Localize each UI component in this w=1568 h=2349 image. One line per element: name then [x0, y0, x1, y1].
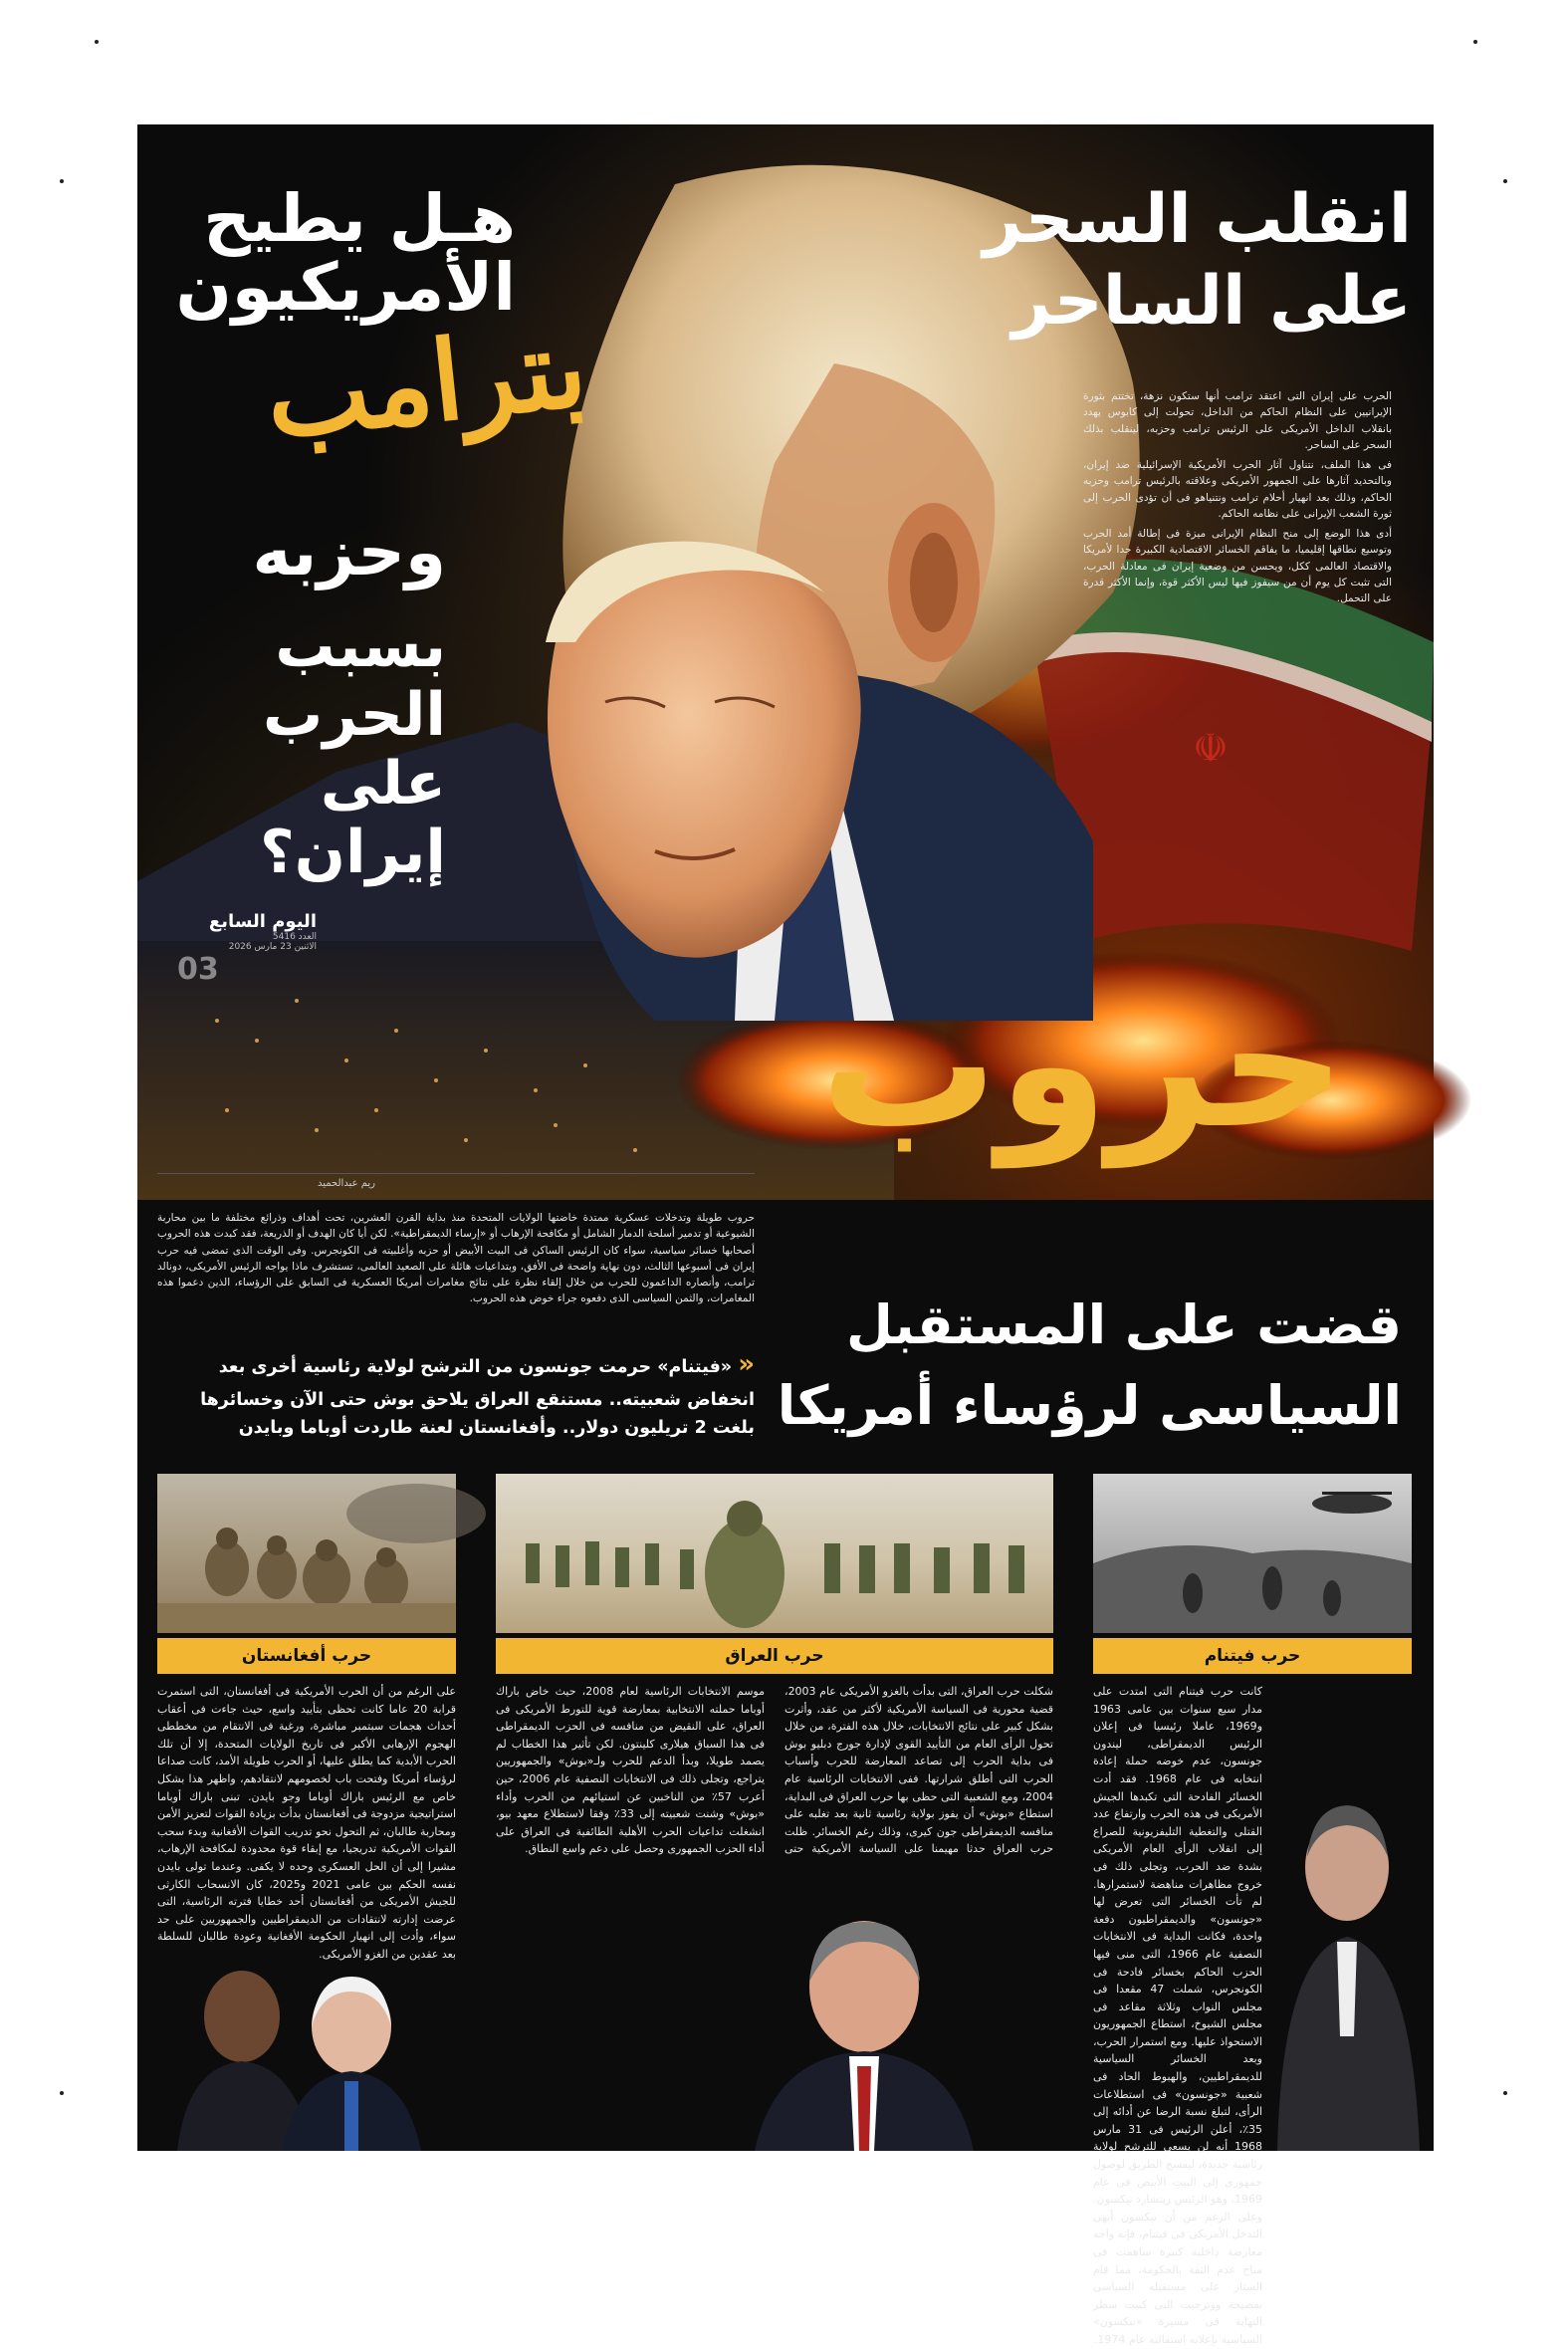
pull-quote-text: «فيتنام» حرمت جونسون من الترشح لولاية رئاسية أخرى بعد انخفاض شعبيته.. مستنقع العراق يلاحق بوش حتى الآن وخسائرها بلغت 2 تريليون دولار.. وأفغانستان لعنة طاردت أوباما وبايدن	[200, 1357, 755, 1438]
registration-mark	[1473, 40, 1477, 44]
registration-mark	[60, 2091, 64, 2095]
iraq-photo	[496, 1474, 1053, 1633]
left-headline-line1: هـل يطيح	[203, 180, 516, 257]
masthead-date: الاثنين 23 مارس 2026	[228, 942, 317, 952]
registration-mark	[60, 179, 64, 183]
trump-calligraphy: بترامب	[260, 302, 592, 464]
helicopter-scene-illustration	[1093, 1474, 1412, 1633]
main-subtitle-line2: السياسى لرؤساء أمريكا	[777, 1374, 1402, 1437]
iraq-text: شكلت حرب العراق، التى بدأت بالغزو الأمريكى عام 2003، قضية محورية فى السياسة الأمريكية لأكثر من عقد، وأثرت بشكل كبير على نتائج الانتخابات، خلال هذه الفترة، من خلال تحول الرأى العام من التأييد القوى لإدارة جورج دبليو بوش فى بداية الحرب إلى تصاعد المعارضة للحرب وأسباب الحرب التى أطلق شرارتها. ففى الانتخابات الرئاسية عام 2004، ومع الشعبية التى حظى بها حرب العراق فى البداية، استطاع «بوش» أن يفوز بولاية رئاسية ثانية بعد تغلبه على منافسه الديمقراطى جون كيرى، وذلك رغم الخسائر. ظلت حرب العراق حدثا مهيمنا على السياسة الأمريكية حتى موسم الانتخابات الرئاسية لعام 2008، حيث خاض باراك أوباما حملته الانتخابية بمعارضة قوية للتورط الأمريكى فى العراق، على النقيض من منافسه فى الحزب الديمقراطى فى هذا السباق هيلارى كلينتون. لكن تأثير هذا الخطاب لم يصمد طويلا، وبدأ الدعم للحرب ولـ«بوش» والجمهوريين يتراجع، وتجلى ذلك فى الانتخابات النصفية عام 2006، حين أعرب 57٪ من الناخبين عن استيائهم من الحرب وأداء «بوش» وشنت شعبيته إلى 33٪ وفقا لاستطلاع معهد بيو، انشغلت تداعيات الحرب الأهلية الطائفية فى العراق على أداء الحزب الجمهورى وحصل على دعم واسع النطاق.	[496, 1685, 1053, 1856]
soldiers-illustration	[157, 1474, 456, 1633]
left-headline-line3: وحزبه	[252, 514, 446, 590]
hero-image-area	[137, 124, 1434, 1200]
intro-paragraph: فى هذا الملف، نتناول آثار الحرب الأمريكية الإسرائيلية ضد إيران، وبالتحديد آثارها على الجمهور الأمريكى وعلاقته بالرئيس ترامب وحزبه الحاكم، وذلك بعد انهيار أحلام ترامب ونتنياهو فى أن تؤدى الحرب إلى ثورة الشعب الإيرانى على نظامه الحاكم.	[1083, 459, 1392, 520]
divider	[157, 1173, 755, 1174]
svg-text:☫: ☫	[1193, 726, 1229, 772]
left-headline-line2: الأمريكيون	[175, 249, 516, 327]
soldiers-column-illustration	[496, 1474, 1053, 1633]
left-headline	[157, 180, 516, 327]
page-number: 03	[177, 952, 219, 987]
masthead-issue: العدد 5416	[272, 932, 317, 942]
registration-mark	[1503, 2091, 1507, 2095]
afghanistan-text: على الرغم من أن الحرب الأمريكية فى أفغانستان، التى استمرت قرابة 20 عاما كانت تحظى بتأييد واسع، حيث جاءت فى أعقاب أحداث هجمات سبتمبر مباشرة، ورغبة فى الانتقام من مخططى الهجوم الإرهابى الأكبر فى تاريخ الولايات المتحدة، إلا أن تلك الحرب الأبدية كما يطلق عليها، أو الحرب طويلة الأمد، كانت صداعا لرؤساء أمريكا وفتحت باب لخصومهم لانتقادهم، واظهر هذا بشكل خاص مع الرئيس باراك أوباما وجو بايدن. تبنى باراك أوباما استراتيجية مزدوجة فى أفغانستان بدأت بزيادة القوات لتعزيز الأمن ومحاربة طالبان، ثم التحول نحو تدريب القوات الأفغانية وبدء سحب القوات الأمريكية تدريجيا، مع إبقاء قوة محدودة لمكافحة الإرهاب، مشيرا إلى أن الحل العسكرى وحده لا يكفى. وعندما تولى بايدن نفسه الحكم بين عامى 2021 و2025، كان الانسحاب الكارثى للجيش الأمريكى من أفغانستان أحد خطايا فترته الرئاسية، التى عرضت إدارته لانتقادات من الديمقراطيين والجمهوريين على حد سواء، وأدت إلى انهيار الحكومة الأفغانية وعودة طالبان للسلطة بعد عقدين من الغزو الأمريكى.	[157, 1685, 456, 1961]
author-name: ريم عبدالحميد	[317, 1178, 375, 1189]
lead-paragraph: حروب طويلة وتدخلات عسكرية ممتدة خاضتها الولايات المتحدة منذ بداية القرن العشرين، تحت أهداف وذرائع مختلفة ما بين محاربة الشيوعية أو تدمير أسلحة الدمار الشامل أو مكافحة الإرهاب أو «إرساء الديمقراطية». لكن أيا كان الهدف أو الذريعة، فقد كبدت هذه الحروب أصحابها خسائر سياسية، سواء كان الرئيس الساكن فى البيت الأبيض أو حزبه وأغلبيته فى الكونجرس. وفى الوقت الذى تمضى فيه حرب إيران فى أسبوعها الثالث، دون نهاية واضحة فى الأفق، وبتداعيات هائلة على الصعيد العالمى، تستشرف ماذا يواجه الرئيس الأمريكى، دونالد ترامب، وأنصاره الداعمون للحرب من خلال إلقاء نظرة على نتائج مغامرات أمريكا العسكرية فى السابق على الرؤساء، الذين دعموا هذه المغامرات، والثمن السياسى الذى دفعوه جراء خوض هذه الحروب.	[157, 1212, 755, 1305]
newspaper-page	[137, 124, 1434, 2346]
main-subtitle-line1: قضت على المستقبل	[846, 1293, 1402, 1356]
johnson-portrait	[1272, 1777, 1422, 2151]
afghanistan-photo	[157, 1474, 456, 1633]
masthead-logo: اليوم السابع	[208, 911, 317, 932]
left-headline-line5: على إيران؟	[259, 749, 446, 887]
left-headline-bottom	[157, 612, 446, 887]
caption-iraq: حرب العراق	[496, 1638, 1053, 1674]
bush-portrait	[735, 1907, 994, 2151]
vietnam-photo	[1093, 1474, 1412, 1633]
intro-paragraph: أدى هذا الوضع إلى منح النظام الإيرانى ميزة فى إطالة أمد الحرب وتوسيع نطاقها إقليميا، ما يفاقم الخسائر الاقتصادية الكبيرة جدا لأمريكا والاقتصاد العالمى ككل، ويحسن من وضعية إيران فى معادلة الحرب، التى تثبت كل يوم أن من سيفوز فيها ليس الأكثر قوة، وإنما الأكثر قدرة على التحمل.	[1083, 528, 1392, 605]
registration-mark	[1503, 179, 1507, 183]
vietnam-text: كانت حرب فيتنام التى امتدت على مدار سبع سنوات بين عامى 1963 و1969، عاملا رئيسيا فى إعلان الرئيس الديمقراطى، ليندون جونسون، عدم خوضه حملة إعادة انتخابه فى عام 1968. فقد أدت الخسائر الفادحة التى تكبدها الجيش الأمريكى فى هذه الحرب وارتفاع عدد القتلى والتغطية التليفزيونية للصراع إلى انقلاب الرأى العام الأمريكى بشدة ضد الحرب، وتجلى ذلك فى خروج مظاهرات مناهضة لاستمرارها. لم تأت الخسائر التى تعرض لها «جونسون» والديمقراطيون دفعة واحدة، فكانت البداية فى الانتخابات النصفية عام 1966، التى منى فيها الحزب الحاكم بخسائر فادحة فى الكونجرس، شملت 47 مقعدا فى مجلس النواب وثلاثة مقاعد فى مجلس الشيوخ، استطاع الجمهوريون الاستحواذ عليها. ومع استمرار الحرب، وبعد الخسائر السياسية للديمقراطيين، والهبوط الحاد فى شعبية «جونسون» فى استطلاعات الرأى، لتبلغ نسبة الرضا عن أدائه إلى 35٪، أعلن الرئيس فى 31 مارس 1968 أنه لن يسعى للترشح لولاية رئاسية جديدة، ليفسح الطريق لوصول جمهورى إلى البيت الأبيض فى عام 1969، وهو الرئيس ريتشارد نيكسون. وعلى الرغم من أن نيكسون أنهى التدخل الأمريكى فى فيتنام، فإنه واجه معارضة داخلية كبيرة ساهمت فى مناخ عدم الثقة بالحكومة، مما قام الستار على مستقبله السياسى بفضيحة ووترجيت التى كتبت سطر النهاية فى مسيرة «نيكسون» السياسية بإعلانه استقالته عام 1974.	[1093, 1685, 1262, 2346]
intro-paragraph: الحرب على إيران التى اعتقد ترامب أنها ستكون نزهة، تختتم بثورة الإيرانيين على النظام الحاكم من الداخل، تحولت إلى كابوس يهدد بانقلاب الداخل الأمريكى على الرئيس ترامب وحزبه، لينقلب بذلك السحر على الساحر.	[1083, 390, 1392, 451]
right-headline-line1: انقلب السحر	[983, 180, 1412, 259]
obama-biden-portraits	[147, 1957, 476, 2151]
main-subtitle	[775, 1285, 1402, 1446]
registration-mark	[95, 40, 99, 44]
main-title-word: حروب	[819, 961, 1347, 1167]
masthead	[177, 911, 317, 987]
pull-quote	[157, 1344, 755, 1442]
left-headline-line4: بسبب الحرب	[263, 611, 446, 750]
right-headline	[964, 179, 1412, 342]
right-headline-line2: على الساحر	[1011, 261, 1412, 341]
quote-mark-icon: «	[738, 1349, 755, 1379]
caption-afghanistan: حرب أفغانستان	[157, 1638, 456, 1674]
caption-vietnam: حرب فيتنام	[1093, 1638, 1412, 1674]
intro-text	[1083, 388, 1392, 606]
